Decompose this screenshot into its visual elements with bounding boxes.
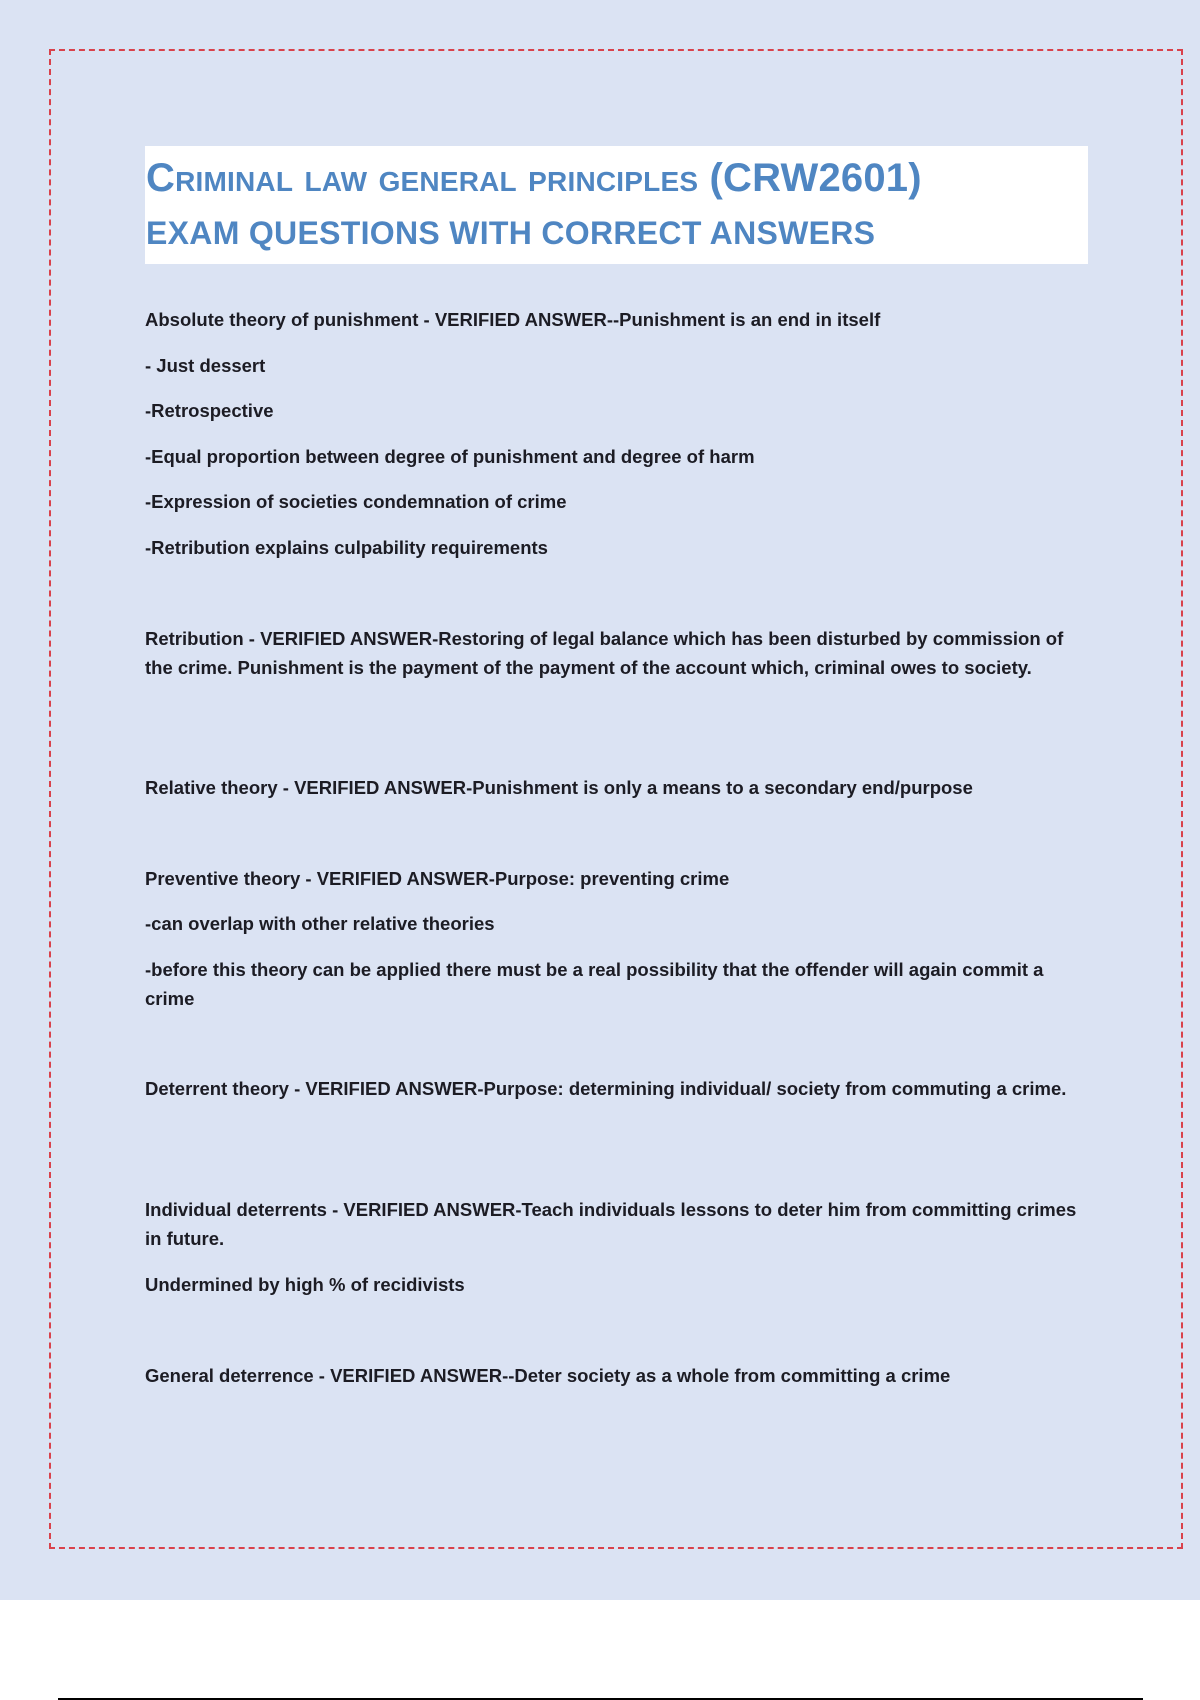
entry-deterrent-theory: Deterrent theory - VERIFIED ANSWER-Purpose: determining individual/ society from commuting a crime. — [145, 1078, 1067, 1099]
entry-recidivists: Undermined by high % of recidivists — [145, 1274, 465, 1295]
document-body — [145, 305, 1085, 1391]
bullet-culpability: -Retribution explains culpability requirements — [145, 537, 548, 558]
title-block — [145, 146, 1088, 264]
entry-absolute-theory: Absolute theory of punishment - VERIFIED ANSWER--Punishment is an end in itself — [145, 309, 881, 330]
entry-retribution: Retribution - VERIFIED ANSWER-Restoring of legal balance which has been disturbed by commission of the crime. Punishment is the payment of the payment of the account which, criminal owes to society. — [145, 628, 1064, 678]
entry-general-deterrence: General deterrence - VERIFIED ANSWER--Deter society as a whole from committing a crime — [145, 1365, 951, 1386]
entry-relative-theory: Relative theory - VERIFIED ANSWER-Punishment is only a means to a secondary end/purpose — [145, 777, 973, 798]
document-title: Criminal law general principles (CRW2601) — [146, 156, 922, 200]
bullet-equal-proportion: -Equal proportion between degree of punishment and degree of harm — [145, 446, 755, 467]
bullet-expression: -Expression of societies condemnation of crime — [145, 491, 567, 512]
entry-individual-deterrents: Individual deterrents - VERIFIED ANSWER-Teach individuals lessons to deter him from committing crimes in future. — [145, 1199, 1077, 1249]
bullet-real-possibility: -before this theory can be applied there must be a real possibility that the offender will again commit a crime — [145, 959, 1044, 1009]
bullet-overlap: -can overlap with other relative theories — [145, 913, 495, 934]
document-subtitle: EXAM QUESTIONS WITH CORRECT ANSWERS — [146, 215, 876, 251]
entry-preventive-theory: Preventive theory - VERIFIED ANSWER-Purpose: preventing crime — [145, 868, 730, 889]
bullet-just-dessert: - Just dessert — [145, 355, 266, 376]
bullet-retrospective: -Retrospective — [145, 400, 274, 421]
